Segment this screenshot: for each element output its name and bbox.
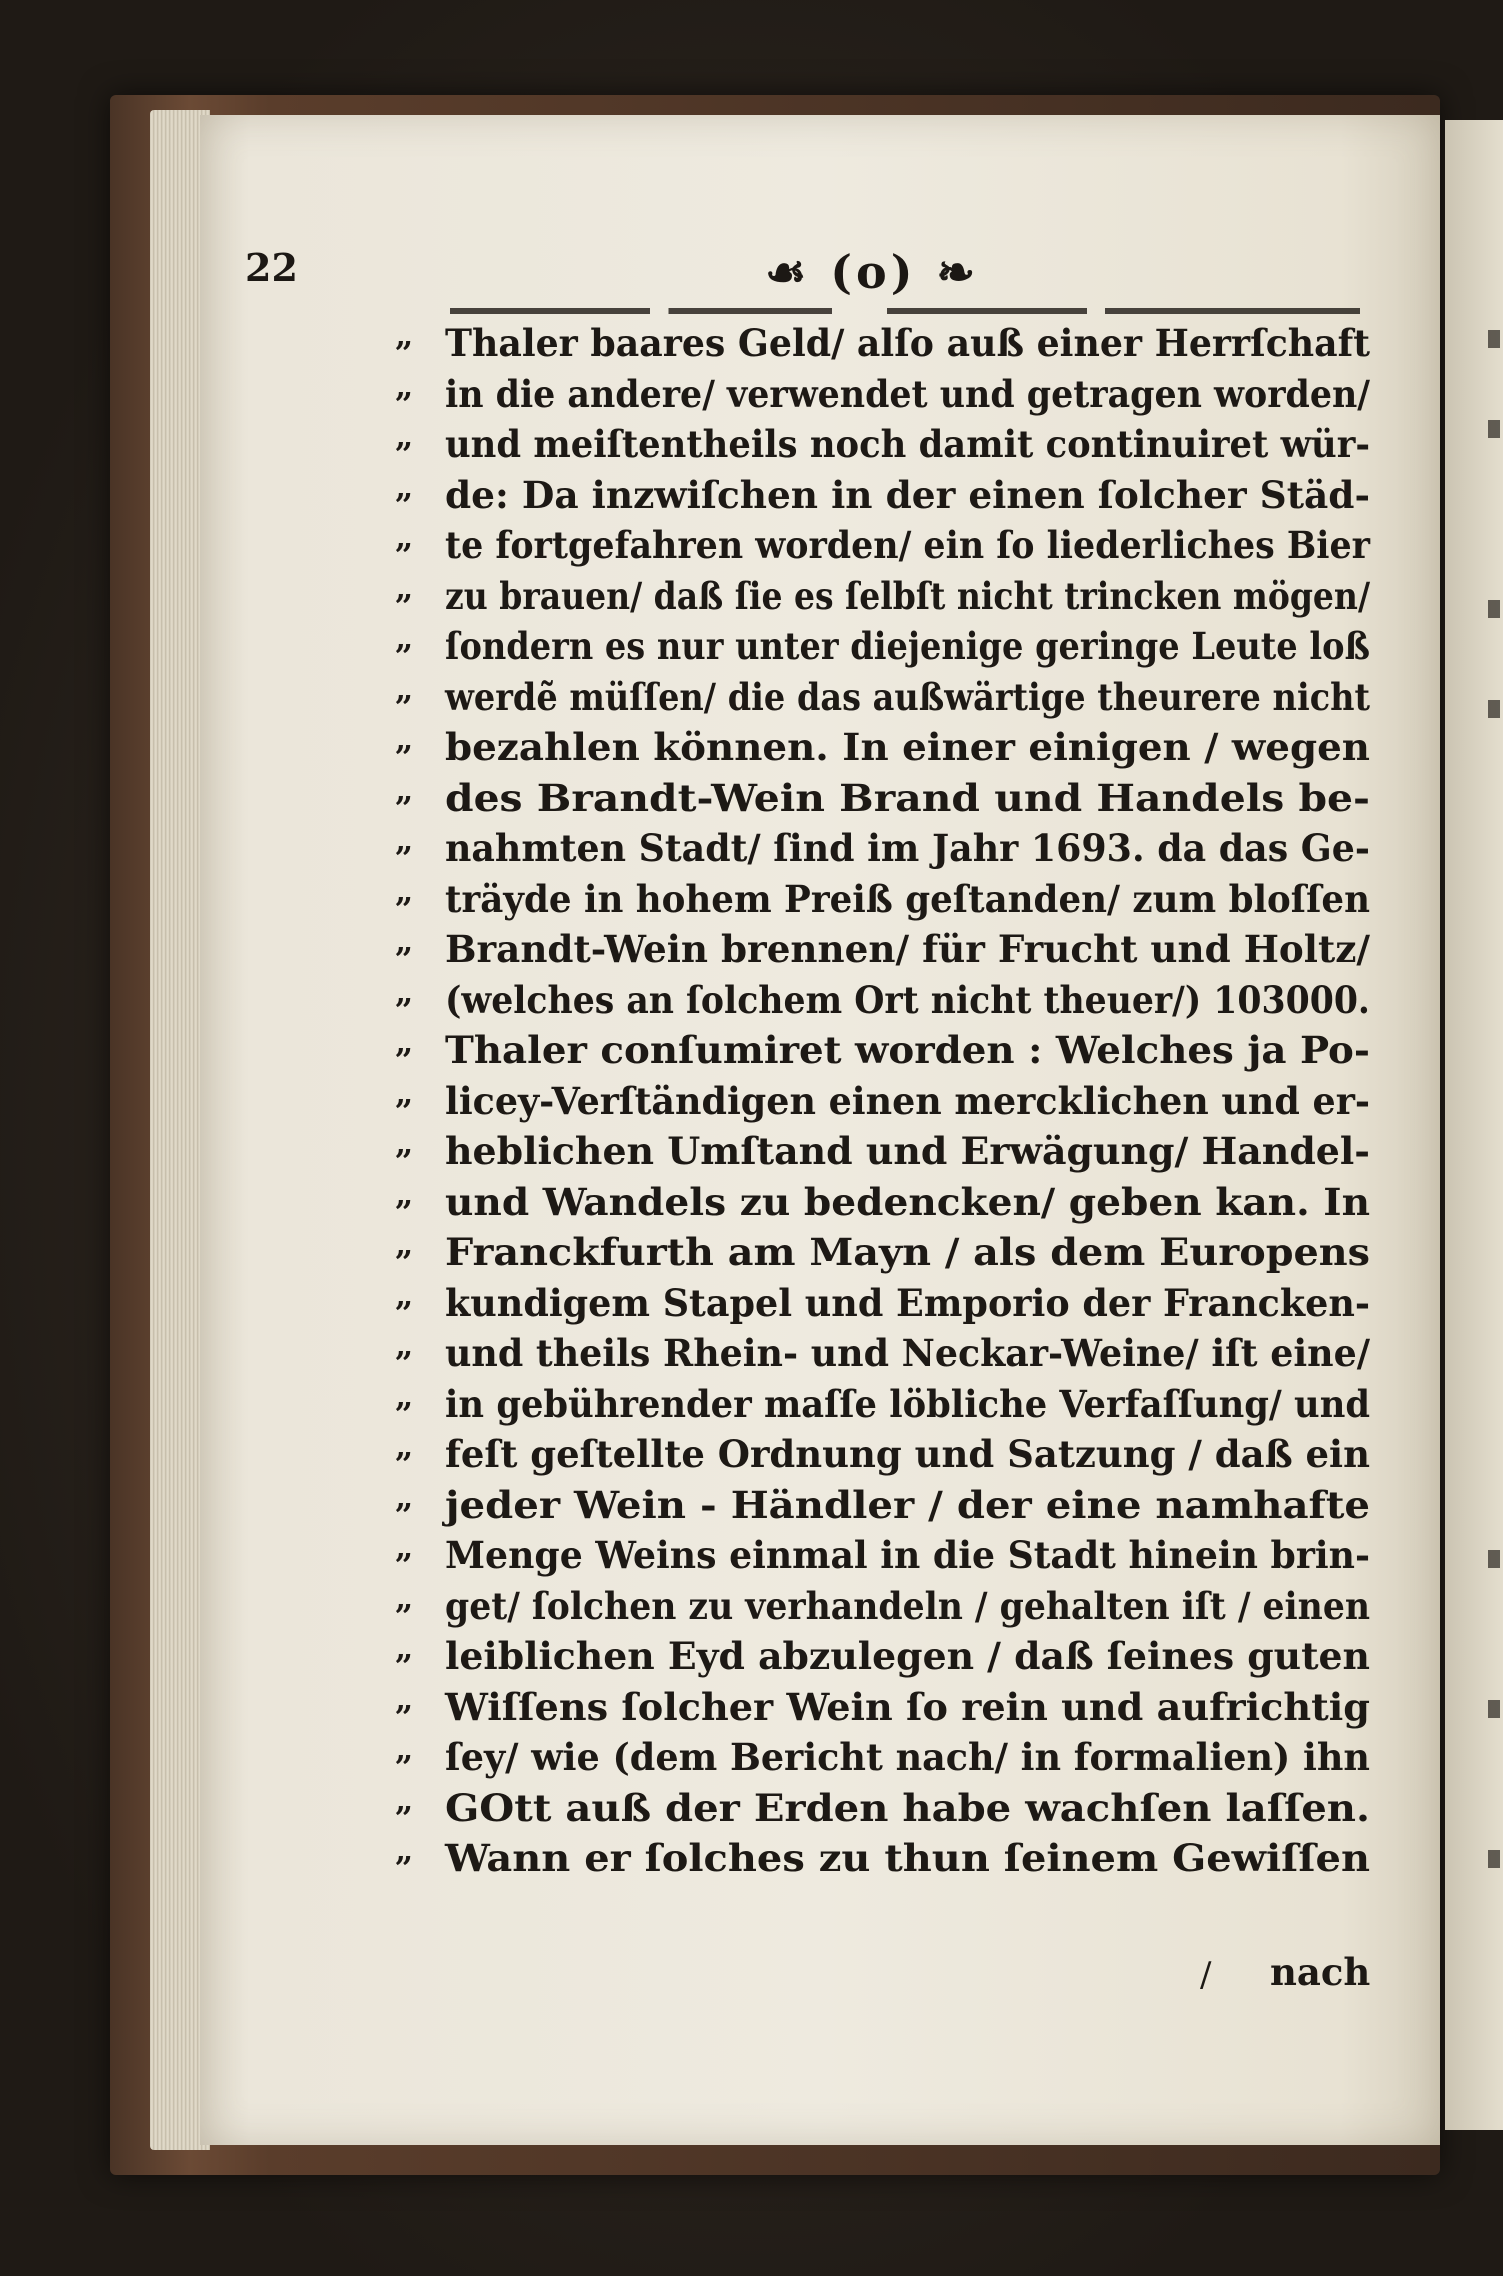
text-line bbox=[395, 1578, 1370, 1632]
text-line bbox=[395, 1275, 1370, 1329]
quote-mark: „ bbox=[395, 1831, 414, 1869]
line-text: des Brandt-Wein Brand und Handels be- bbox=[445, 775, 1370, 820]
quote-mark: „ bbox=[395, 518, 414, 556]
text-line bbox=[395, 1326, 1370, 1379]
facing-page-glyph bbox=[1488, 1850, 1500, 1868]
line-text: und Wandels zu bedencken/ geben kan. In bbox=[445, 1179, 1370, 1224]
quote-mark: „ bbox=[395, 669, 414, 708]
line-text: und meiſtentheils noch damit continuiret wür- bbox=[445, 422, 1370, 466]
line-text: in gebührender maſſe löbliche Verfaſſung/ und bbox=[445, 1381, 1370, 1426]
quote-mark: „ bbox=[395, 1376, 414, 1415]
line-text: leiblichen Eyd abzulegen / daß ſeines guten bbox=[445, 1634, 1370, 1678]
text-line bbox=[395, 1629, 1370, 1682]
quote-mark: „ bbox=[395, 1023, 414, 1061]
text-line bbox=[395, 871, 1370, 925]
text-line bbox=[395, 316, 1370, 369]
text-line bbox=[395, 1780, 1370, 1834]
text-line bbox=[395, 1730, 1370, 1783]
line-text: werdẽ müſſen/ die das außwärtige theurere nicht bbox=[445, 674, 1370, 719]
quote-mark: „ bbox=[395, 1326, 414, 1364]
quote-mark: „ bbox=[395, 1225, 414, 1263]
text-line bbox=[395, 1124, 1370, 1177]
quote-mark: „ bbox=[395, 821, 414, 859]
quote-mark: „ bbox=[395, 1174, 414, 1213]
text-line bbox=[395, 366, 1370, 420]
text-line bbox=[395, 1679, 1370, 1733]
quote-mark: „ bbox=[395, 1780, 414, 1819]
line-text: de: Da inzwiſchen in der einen ſolcher Städ- bbox=[445, 472, 1370, 517]
line-text: zu brauen/ daß ſie es ſelbſt nicht trincken mögen/ bbox=[445, 573, 1370, 618]
quote-mark: „ bbox=[395, 417, 414, 455]
header-rule bbox=[450, 308, 1360, 314]
line-text: Wiſſens ſolcher Wein ſo rein und aufrichtig bbox=[445, 1684, 1370, 1729]
quote-mark: „ bbox=[395, 972, 414, 1011]
text-line bbox=[395, 1023, 1370, 1076]
text-line bbox=[395, 1427, 1370, 1480]
facing-page-glyph bbox=[1488, 1550, 1500, 1568]
line-text: GOtt auß der Erden habe wachſen laſſen. bbox=[445, 1785, 1370, 1830]
text-line bbox=[395, 720, 1370, 773]
line-text: nahmten Stadt/ ſind im Jahr 1693. da das Ge- bbox=[445, 826, 1370, 870]
line-text: feſt geſtellte Ordnung und Satzung / daß ein bbox=[445, 1432, 1370, 1476]
quote-mark: „ bbox=[395, 1427, 414, 1465]
quote-mark: „ bbox=[395, 1275, 414, 1314]
line-text: ſondern es nur unter diejenige geringe Leute loß bbox=[445, 624, 1370, 668]
line-text: Thaler conſumiret worden : Welches ja Po- bbox=[445, 1028, 1370, 1072]
text-line bbox=[395, 1174, 1370, 1228]
quote-mark: „ bbox=[395, 770, 414, 809]
text-line bbox=[395, 770, 1370, 824]
text-line bbox=[395, 669, 1370, 723]
line-text: kundigem Stapel und Emporio der Francken- bbox=[445, 1280, 1370, 1325]
facing-page-glyph bbox=[1488, 330, 1500, 348]
quote-mark: „ bbox=[395, 1679, 414, 1718]
line-text: heblichen Umſtand und Erwägung/ Handel- bbox=[445, 1129, 1370, 1173]
header-ornament: ☙ (o) ❧ bbox=[765, 245, 980, 299]
line-text: Menge Weins einmal in die Stadt hinein brin- bbox=[445, 1533, 1370, 1577]
line-text: Franckfurth am Mayn / als dem Europens bbox=[445, 1230, 1370, 1274]
line-text: licey-Verſtändigen einen mercklichen und er- bbox=[445, 1078, 1370, 1123]
facing-page-glyph bbox=[1488, 600, 1500, 618]
text-line bbox=[395, 1528, 1370, 1581]
line-text: Wann er ſolches zu thun ſeinem Gewiſſen bbox=[445, 1836, 1370, 1880]
footer-mark: / bbox=[1200, 1955, 1212, 1995]
text-line bbox=[395, 1073, 1370, 1127]
page-number: 22 bbox=[245, 245, 298, 290]
line-text: bezahlen können. In einer einigen / wegen bbox=[445, 725, 1370, 769]
quote-mark: „ bbox=[395, 366, 414, 405]
text-line bbox=[395, 417, 1370, 470]
line-text: in die andere/ verwendet und getragen worden/ bbox=[445, 371, 1370, 416]
facing-page-glyph bbox=[1488, 420, 1500, 438]
text-line bbox=[395, 1225, 1370, 1278]
text-line bbox=[395, 467, 1370, 521]
quote-mark: „ bbox=[395, 1578, 414, 1617]
quote-mark: „ bbox=[395, 1528, 414, 1566]
text-line bbox=[395, 1376, 1370, 1430]
text-line bbox=[395, 972, 1370, 1026]
quote-mark: „ bbox=[395, 1073, 414, 1112]
body-text bbox=[395, 316, 1370, 1884]
quote-mark: „ bbox=[395, 720, 414, 758]
line-text: Brandt-Wein brennen/ für Frucht und Holtz/ bbox=[445, 927, 1370, 971]
quote-mark: „ bbox=[395, 316, 414, 354]
text-line bbox=[395, 922, 1370, 975]
line-text: Thaler baares Geld/ alſo auß einer Herrſchaft bbox=[445, 321, 1370, 365]
quote-mark: „ bbox=[395, 871, 414, 910]
text-line bbox=[395, 568, 1370, 622]
line-text: jeder Wein - Händler / der eine namhafte bbox=[445, 1482, 1370, 1527]
line-text: get/ ſolchen zu verhandeln / gehalten iſt / einen bbox=[445, 1583, 1370, 1628]
line-text: träyde in hohem Preiß geſtanden/ zum bloſſen bbox=[445, 876, 1370, 921]
facing-page-glyph bbox=[1488, 700, 1500, 718]
quote-mark: „ bbox=[395, 1477, 414, 1516]
quote-mark: „ bbox=[395, 1629, 414, 1667]
text-line bbox=[395, 1831, 1370, 1884]
facing-page-glyph bbox=[1488, 1700, 1500, 1718]
quote-mark: „ bbox=[395, 568, 414, 607]
quote-mark: „ bbox=[395, 1124, 414, 1162]
text-line bbox=[395, 619, 1370, 672]
text-line bbox=[395, 518, 1370, 571]
quote-mark: „ bbox=[395, 1730, 414, 1768]
catchword: nach bbox=[1270, 1950, 1371, 1994]
line-text: ſey/ wie (dem Bericht nach/ in formalien) ihn bbox=[445, 1735, 1370, 1779]
page-header bbox=[245, 245, 1375, 305]
text-line bbox=[395, 1477, 1370, 1531]
quote-mark: „ bbox=[395, 467, 414, 506]
line-text: te fortgefahren worden/ ein ſo liederliches Bier bbox=[445, 523, 1370, 567]
line-text: und theils Rhein- und Neckar-Weine/ iſt eine/ bbox=[445, 1331, 1370, 1375]
text-line bbox=[395, 821, 1370, 874]
quote-mark: „ bbox=[395, 619, 414, 657]
line-text: (welches an ſolchem Ort nicht theuer/) 103000. bbox=[445, 977, 1370, 1022]
quote-mark: „ bbox=[395, 922, 414, 960]
